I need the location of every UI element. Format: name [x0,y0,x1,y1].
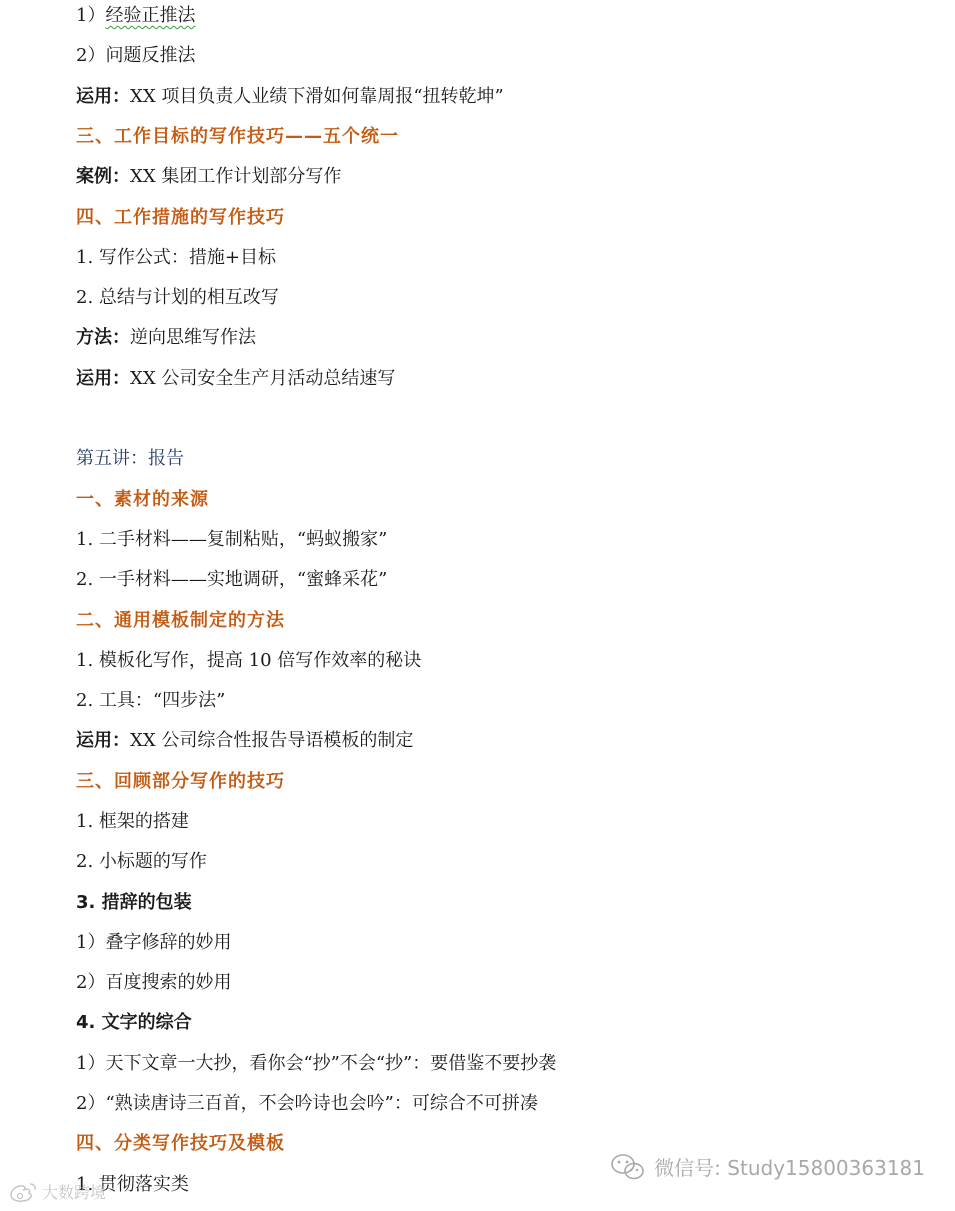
line-label: 运用： [76,730,130,751]
line-text: XX 公司安全生产月活动总结速写 [130,368,396,389]
wechat-icon [610,1153,646,1181]
line-text: XX 项目负责人业绩下滑如何靠周报“扭转乾坤” [130,86,504,107]
spellcheck-underlined-text: 经验正推法 [105,5,196,26]
section-heading: 三、回顾部分写作的技巧 [76,771,285,792]
line-text: 逆向思维写作法 [130,327,256,348]
section-heading: 三、工作目标的写作技巧——五个统一 [76,126,399,147]
weibo-watermark-text: 大数跨境 [42,1183,107,1202]
subsection-heading-text: 3. 措辞的包装 [76,892,192,913]
subsection-heading [76,891,192,915]
section-heading: 一、素材的来源 [76,489,209,510]
subsection-heading [76,1011,192,1035]
list-item: 1. 模板化写作，提高 10 倍写作效率的秘诀 [76,650,422,671]
list-item: 2. 总结与计划的相互改写 [76,287,279,308]
line-label: 方法： [76,327,130,348]
labeled-line [76,326,256,350]
line-text: XX 集团工作计划部分写作 [130,166,342,187]
line-text: XX 公司综合性报告导语模板的制定 [130,730,414,751]
list-item: 2. 一手材料——实地调研，“蜜蜂采花” [76,569,388,590]
section-heading: 二、通用模板制定的方法 [76,610,285,631]
section-heading: 四、分类写作技巧及模板 [76,1133,285,1154]
line-label: 案例： [76,166,130,187]
wechat-watermark-text: 微信号: Study15800363181 [654,1156,925,1180]
subsection-heading-text: 4. 文字的综合 [76,1012,192,1033]
list-item: 2. 小标题的写作 [76,851,207,872]
wechat-watermark [610,1152,925,1181]
list-item: 1. 写作公式：措施+目标 [76,247,276,268]
list-item: 1）叠字修辞的妙用 [76,932,232,953]
labeled-line [76,729,413,753]
list-item: 1. 贯彻落实类 [76,1174,189,1195]
list-item: 1）天下文章一大抄，看你会“抄”不会“抄”：要借鉴不要抄袭 [76,1053,557,1074]
list-item: 2）问题反推法 [76,45,196,66]
list-item: 1. 框架的搭建 [76,811,189,832]
labeled-line [76,85,504,109]
weibo-watermark [8,1180,106,1203]
list-item [76,4,195,28]
list-item: 2. 工具：“四步法” [76,690,226,711]
line-label: 运用： [76,368,130,389]
lecture-title: 第五讲：报告 [76,448,184,469]
labeled-line [76,165,341,189]
list-item-number: 1） [76,5,106,26]
section-heading: 四、工作措施的写作技巧 [76,207,285,228]
line-label: 运用： [76,86,130,107]
list-item: 2）“熟读唐诗三百首，不会吟诗也会吟”：可综合不可拼凑 [76,1093,538,1114]
weibo-icon [8,1181,38,1203]
labeled-line [76,367,395,391]
list-item: 1. 二手材料——复制粘贴，“蚂蚁搬家” [76,529,388,550]
list-item: 2）百度搜索的妙用 [76,972,232,993]
